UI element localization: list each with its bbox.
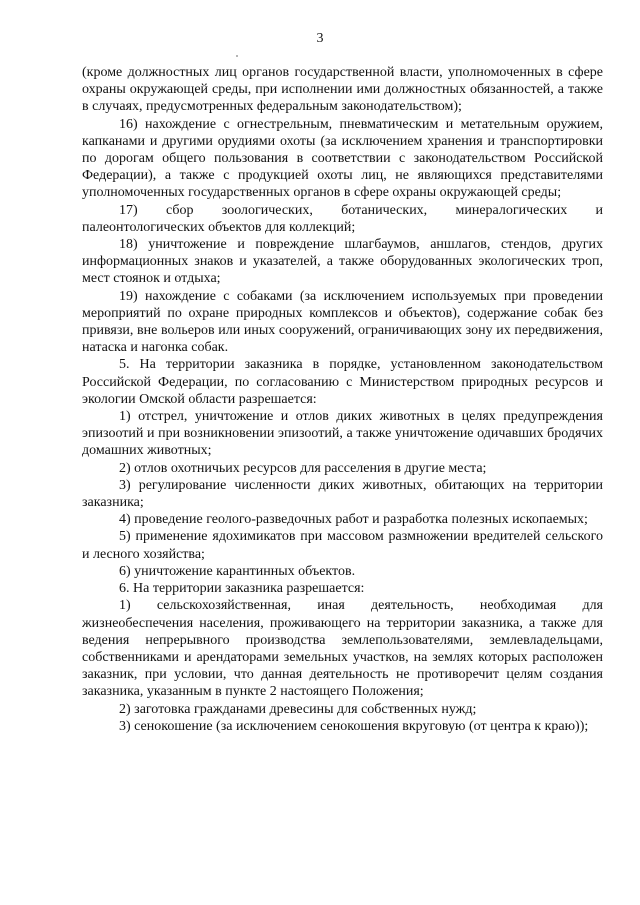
- paragraph: 1) сельскохозяйственная, иная деятельность, необходимая для жизнеобеспечения населения, проживающего на территории заказника, а также для ведения непрерывного производства землепользователями, землевладельцами, собственниками и арендаторами земельных участков, на землях которых расположен заказник, при условии, что данная деятельность не противоречит целям создания заказника, указанным в пункте 2 настоящего Положения;: [82, 598, 603, 700]
- paragraph: 4) проведение геолого-разведочных работ и разработка полезных ископаемых;: [119, 512, 588, 528]
- paragraph: 3) сенокошение (за исключением сенокошения вкруговую (от центра к краю));: [119, 718, 589, 734]
- paragraph: 16) нахождение с огнестрельным, пневматическим и метательным оружием, капканами и другими орудиями охоты (за исключением хранения и транспортировки по дорогам общего пользования в соответствии с законодательством Российской Федерации), а также с продукцией охоты лиц, не являющихся представителями уполномоченных государственных органов в сфере охраны окружающей среды;: [82, 116, 603, 201]
- page-number: 3: [316, 31, 324, 46]
- paragraph: (кроме должностных лиц органов государственной власти, уполномоченных в сфере охраны окружающей среды, при исполнении ими должностных обязанностей, а также в случаях, предусмотренных федеральным законодательством);: [82, 65, 603, 115]
- paragraph: 5) применение ядохимикатов при массовом размножении вредителей сельского и лесного хозяйства;: [82, 529, 603, 562]
- paragraph: 17) сбор зоологических, ботанических, минералогических и палеонтологических объектов для коллекций;: [82, 202, 603, 235]
- paragraph: 5. На территории заказника в порядке, установленном законодательством Российской Федерации, по согласованию с Министерством природных ресурсов и экологии Омской области разрешается:: [82, 357, 603, 407]
- paragraph: 1) отстрел, уничтожение и отлов диких животных в целях предупреждения эпизоотий и при возникновении эпизоотий, а также уничтожение одичавших бродячих домашних животных;: [82, 409, 603, 459]
- paragraph: 2) отлов охотничьих ресурсов для расселения в другие места;: [119, 460, 487, 476]
- scan-speck: [236, 55, 238, 57]
- document-body: [82, 64, 603, 735]
- paragraph: 6) уничтожение карантинных объектов.: [119, 563, 356, 579]
- paragraph: 3) регулирование численности диких животных, обитающих на территории заказника;: [82, 477, 603, 511]
- paragraph: 18) уничтожение и повреждение шлагбаумов, аншлагов, стендов, других информационных знаков и указателей, а также оборудованных экологических троп, мест стоянок и отдыха;: [82, 237, 603, 287]
- paragraph: 6. На территории заказника разрешается:: [119, 581, 365, 597]
- paragraph: 2) заготовка гражданами древесины для собственных нужд;: [119, 701, 477, 717]
- paragraph: 19) нахождение с собаками (за исключением используемых при проведении мероприятий по охране природных комплексов и объектов), содержание собак без привязи, вне вольеров или иных сооружений, ограничивающих зону их передвижения, натаска и нагонка собак.: [82, 288, 603, 356]
